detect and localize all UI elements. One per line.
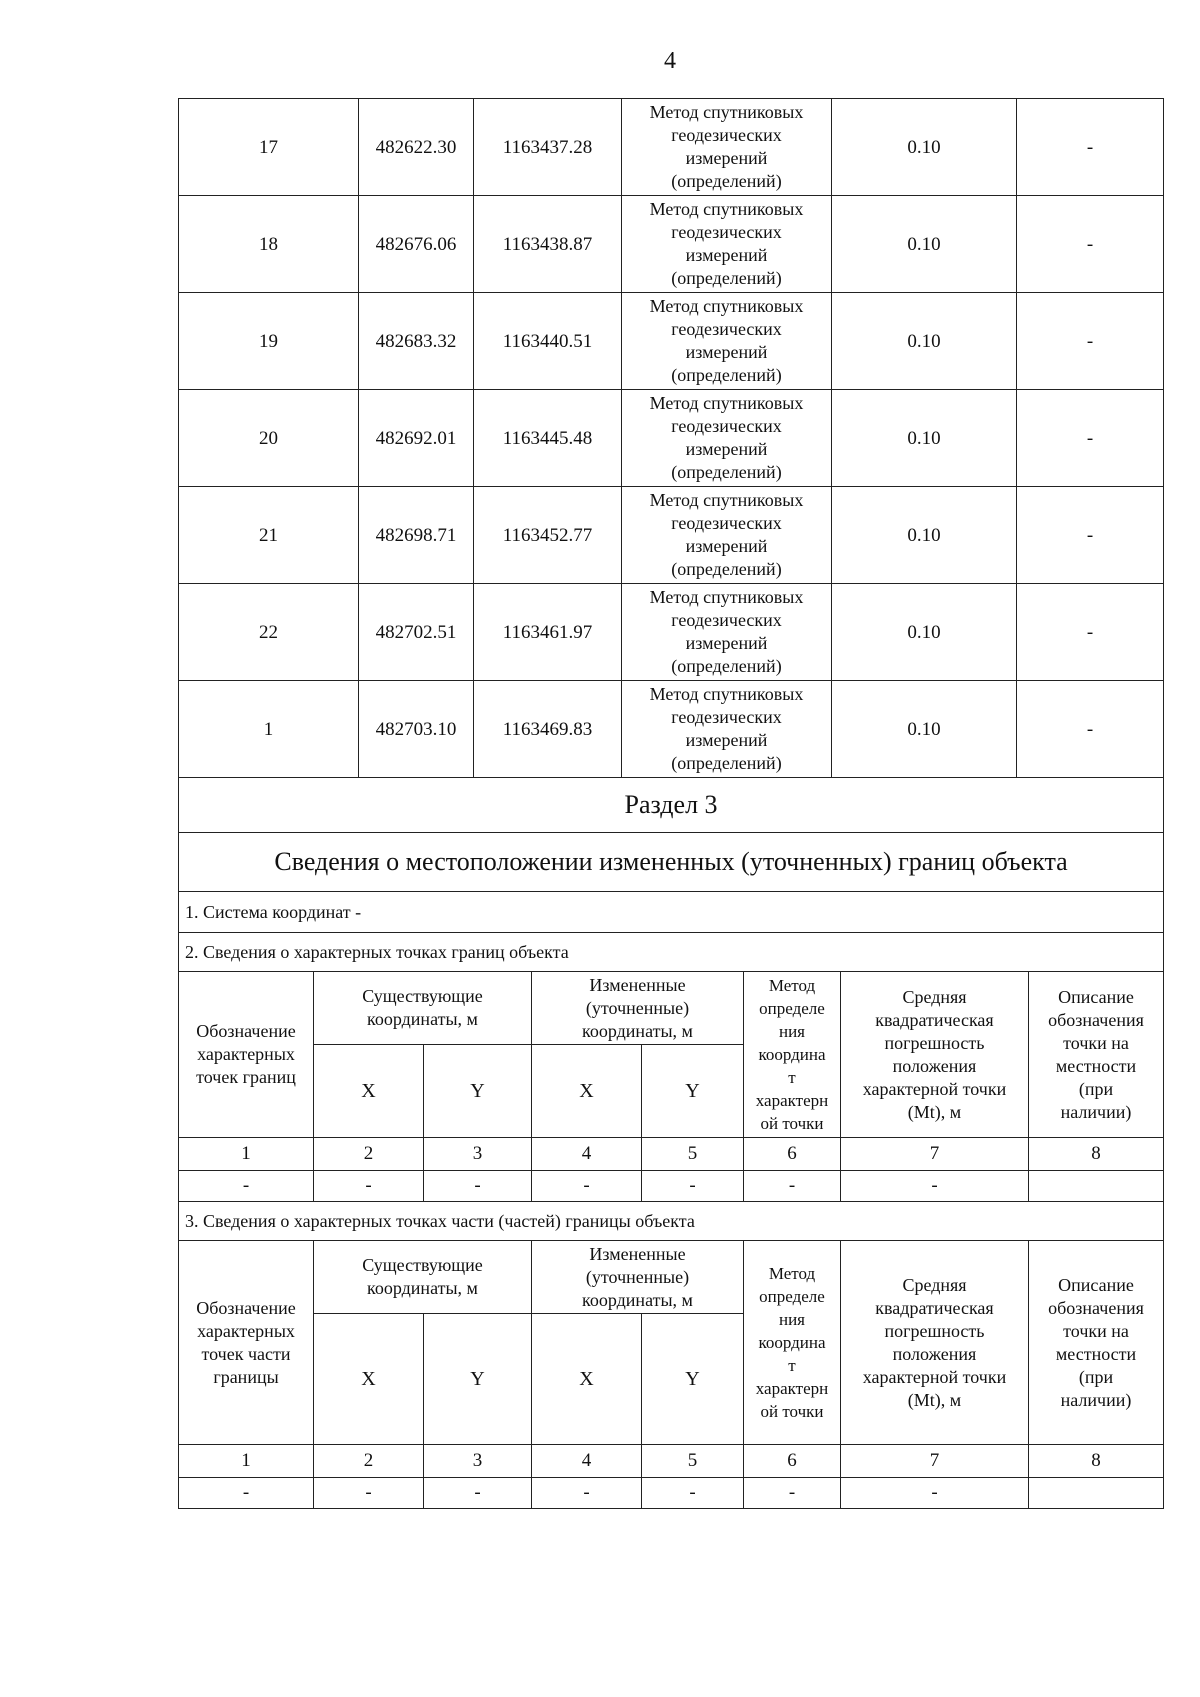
header-line: квадратическая — [875, 1297, 994, 1318]
header-line: положения — [892, 1343, 977, 1364]
column-number: 3 — [424, 1138, 532, 1171]
header-line: Существующие — [362, 986, 483, 1006]
point-y: 1163461.97 — [474, 584, 622, 681]
header-line: местности — [1055, 1055, 1137, 1076]
header-existing — [314, 972, 532, 1045]
header-accuracy — [841, 972, 1029, 1138]
method-line: Метод спутниковых — [649, 684, 804, 704]
table-row — [179, 390, 1164, 487]
header-designation — [179, 1241, 314, 1445]
header-line: координаты, м — [582, 1289, 693, 1310]
part3-table — [179, 1241, 1164, 1509]
point-id: 1 — [179, 681, 359, 778]
point-accuracy: 0.10 — [832, 196, 1017, 293]
empty-value: - — [841, 1171, 1029, 1202]
header-description — [1029, 1241, 1164, 1445]
header-line: ой точки — [760, 1114, 824, 1133]
column-number: 4 — [532, 1138, 642, 1171]
header-designation — [179, 972, 314, 1138]
point-x: 482676.06 — [359, 196, 474, 293]
section-title: Сведения о местоположении измененных (уточненных) границ объекта — [179, 833, 1164, 892]
header-line: Существующие — [362, 1255, 483, 1275]
method-line: измерений — [685, 536, 768, 556]
column-number: 7 — [841, 1445, 1029, 1478]
method-line: (определений) — [671, 365, 782, 385]
point-method — [622, 584, 832, 681]
header-line: (уточненные) — [585, 1266, 690, 1287]
table-row — [179, 681, 1164, 778]
method-line: (определений) — [671, 559, 782, 579]
point-id: 19 — [179, 293, 359, 390]
empty-value: - — [841, 1478, 1029, 1509]
column-number: 2 — [314, 1445, 424, 1478]
header-line: Измененные — [589, 1243, 686, 1264]
header-line: т — [788, 1068, 796, 1087]
method-line: измерений — [685, 730, 768, 750]
table-row — [179, 196, 1164, 293]
header-line: ой точки — [760, 1402, 824, 1421]
point-description: - — [1017, 584, 1164, 681]
empty-value: - — [744, 1171, 841, 1202]
method-line: геодезических — [671, 319, 782, 339]
method-line: Метод спутниковых — [649, 393, 804, 413]
method-line: геодезических — [671, 513, 782, 533]
header-line: (Mt), м — [907, 1101, 962, 1122]
point-y: 1163437.28 — [474, 99, 622, 196]
method-line: геодезических — [671, 610, 782, 630]
table-row — [179, 1478, 1164, 1509]
header-row — [179, 972, 1164, 1045]
point-x: 482683.32 — [359, 293, 474, 390]
header-line: Метод — [768, 976, 816, 995]
header-existing-y: Y — [424, 1314, 532, 1445]
table-row — [179, 584, 1164, 681]
header-line: Средняя — [902, 986, 967, 1007]
empty-value: - — [424, 1478, 532, 1509]
header-line: обозначения — [1048, 1009, 1144, 1030]
column-number: 4 — [532, 1445, 642, 1478]
point-y: 1163452.77 — [474, 487, 622, 584]
header-line: Средняя — [902, 1274, 967, 1295]
section-heading: Раздел 3 — [179, 778, 1164, 833]
column-number: 8 — [1029, 1445, 1164, 1478]
method-line: (определений) — [671, 753, 782, 773]
header-line: координаты, м — [582, 1020, 693, 1041]
header-line: квадратическая — [875, 1009, 994, 1030]
header-line: Обозначение — [196, 1297, 296, 1318]
header-existing-y: Y — [424, 1045, 532, 1138]
column-number: 6 — [744, 1138, 841, 1171]
point-x: 482703.10 — [359, 681, 474, 778]
header-changed — [532, 972, 744, 1045]
method-line: геодезических — [671, 125, 782, 145]
header-existing-x: X — [314, 1314, 424, 1445]
header-line: ния — [778, 1310, 805, 1329]
header-row — [179, 1241, 1164, 1314]
point-id: 17 — [179, 99, 359, 196]
header-line: характерной точки — [862, 1366, 1007, 1387]
point-accuracy: 0.10 — [832, 293, 1017, 390]
header-method — [744, 1241, 841, 1445]
header-line: Описание — [1058, 1274, 1134, 1295]
header-line: ния — [778, 1022, 805, 1041]
header-line: местности — [1055, 1343, 1137, 1364]
method-line: измерений — [685, 439, 768, 459]
method-line: (определений) — [671, 171, 782, 191]
point-method — [622, 293, 832, 390]
page-number: 4 — [664, 48, 676, 74]
header-accuracy — [841, 1241, 1029, 1445]
header-line: точек границ — [196, 1067, 296, 1087]
method-line: геодезических — [671, 222, 782, 242]
point-x: 482698.71 — [359, 487, 474, 584]
header-line: положения — [892, 1055, 977, 1076]
method-line: измерений — [685, 148, 768, 168]
point-description: - — [1017, 293, 1164, 390]
empty-value: - — [642, 1478, 744, 1509]
header-line: характерн — [755, 1091, 829, 1110]
method-line: измерений — [685, 245, 768, 265]
empty-value: - — [314, 1478, 424, 1509]
point-method — [622, 487, 832, 584]
header-line: (уточненные) — [585, 997, 690, 1018]
method-line: Метод спутниковых — [649, 199, 804, 219]
document-sheet — [178, 98, 1163, 1509]
empty-value: - — [179, 1478, 314, 1509]
header-existing-x: X — [314, 1045, 424, 1138]
column-number: 7 — [841, 1138, 1029, 1171]
method-line: (определений) — [671, 268, 782, 288]
method-line: Метод спутниковых — [649, 296, 804, 316]
method-line: Метод спутниковых — [649, 587, 804, 607]
point-id: 21 — [179, 487, 359, 584]
column-number: 8 — [1029, 1138, 1164, 1171]
point-description: - — [1017, 196, 1164, 293]
header-line: характерных — [197, 1044, 295, 1064]
empty-value: - — [314, 1171, 424, 1202]
header-line: характерн — [755, 1379, 829, 1398]
column-number-row — [179, 1445, 1164, 1478]
point-x: 482692.01 — [359, 390, 474, 487]
header-line: погрешность — [884, 1320, 985, 1341]
header-line: наличии) — [1060, 1389, 1132, 1410]
point-description: - — [1017, 99, 1164, 196]
column-number: 2 — [314, 1138, 424, 1171]
point-id: 22 — [179, 584, 359, 681]
empty-value: - — [179, 1171, 314, 1202]
header-line: (Mt), м — [907, 1389, 962, 1410]
point-y: 1163445.48 — [474, 390, 622, 487]
header-line: характерной точки — [862, 1078, 1007, 1099]
column-number: 1 — [179, 1138, 314, 1171]
header-changed-y: Y — [642, 1314, 744, 1445]
header-line: точки на — [1063, 1320, 1129, 1341]
header-line: координаты, м — [367, 1278, 478, 1298]
empty-value: - — [424, 1171, 532, 1202]
header-description — [1029, 972, 1164, 1138]
table-row — [179, 1171, 1164, 1202]
column-number: 1 — [179, 1445, 314, 1478]
header-changed — [532, 1241, 744, 1314]
point-accuracy: 0.10 — [832, 681, 1017, 778]
method-line: Метод спутниковых — [649, 490, 804, 510]
empty-value: - — [642, 1171, 744, 1202]
table-row — [179, 487, 1164, 584]
header-line: Измененные — [589, 974, 686, 995]
point-y: 1163438.87 — [474, 196, 622, 293]
coordinate-system: 1. Система координат - — [179, 892, 1164, 933]
header-method — [744, 972, 841, 1138]
method-line: Метод спутниковых — [649, 102, 804, 122]
empty-value: - — [744, 1478, 841, 1509]
point-description: - — [1017, 681, 1164, 778]
header-line: определе — [759, 999, 825, 1018]
part2-caption: 2. Сведения о характерных точках границ объекта — [179, 933, 1164, 972]
header-existing — [314, 1241, 532, 1314]
header-line: точек части — [201, 1343, 291, 1364]
header-line: Описание — [1058, 986, 1134, 1007]
empty-value: - — [532, 1171, 642, 1202]
header-line: координа — [758, 1333, 826, 1352]
method-line: (определений) — [671, 656, 782, 676]
method-line: геодезических — [671, 707, 782, 727]
point-method — [622, 390, 832, 487]
section3-table — [178, 777, 1164, 1509]
part2-table — [179, 972, 1164, 1202]
header-line: т — [788, 1356, 796, 1375]
point-x: 482702.51 — [359, 584, 474, 681]
header-line: точки на — [1063, 1032, 1129, 1053]
point-y: 1163469.83 — [474, 681, 622, 778]
header-line: координа — [758, 1045, 826, 1064]
header-changed-x: X — [532, 1045, 642, 1138]
point-method — [622, 681, 832, 778]
header-line: (при — [1078, 1366, 1114, 1387]
method-line: (определений) — [671, 462, 782, 482]
points-table — [178, 98, 1164, 778]
column-number: 3 — [424, 1445, 532, 1478]
header-line: Обозначение — [196, 1021, 296, 1041]
column-number: 5 — [642, 1445, 744, 1478]
header-line: определе — [759, 1287, 825, 1306]
point-y: 1163440.51 — [474, 293, 622, 390]
point-x: 482622.30 — [359, 99, 474, 196]
column-number: 6 — [744, 1445, 841, 1478]
header-line: (при — [1078, 1078, 1114, 1099]
header-line: погрешность — [884, 1032, 985, 1053]
method-line: измерений — [685, 342, 768, 362]
point-id: 18 — [179, 196, 359, 293]
header-line: характерных — [197, 1320, 295, 1341]
header-line: границы — [213, 1366, 279, 1387]
point-method — [622, 196, 832, 293]
column-number: 5 — [642, 1138, 744, 1171]
empty-value: - — [532, 1478, 642, 1509]
header-changed-x: X — [532, 1314, 642, 1445]
column-number-row — [179, 1138, 1164, 1171]
point-accuracy: 0.10 — [832, 584, 1017, 681]
empty-value — [1029, 1478, 1164, 1509]
header-line: Метод — [768, 1264, 816, 1283]
point-method — [622, 99, 832, 196]
table-row — [179, 99, 1164, 196]
part3-caption: 3. Сведения о характерных точках части (частей) границы объекта — [179, 1202, 1164, 1241]
method-line: измерений — [685, 633, 768, 653]
point-description: - — [1017, 487, 1164, 584]
point-accuracy: 0.10 — [832, 390, 1017, 487]
point-accuracy: 0.10 — [832, 487, 1017, 584]
empty-value — [1029, 1171, 1164, 1202]
header-changed-y: Y — [642, 1045, 744, 1138]
table-row — [179, 293, 1164, 390]
point-description: - — [1017, 390, 1164, 487]
point-accuracy: 0.10 — [832, 99, 1017, 196]
header-line: координаты, м — [367, 1009, 478, 1029]
header-line: наличии) — [1060, 1101, 1132, 1122]
point-id: 20 — [179, 390, 359, 487]
header-line: обозначения — [1048, 1297, 1144, 1318]
method-line: геодезических — [671, 416, 782, 436]
